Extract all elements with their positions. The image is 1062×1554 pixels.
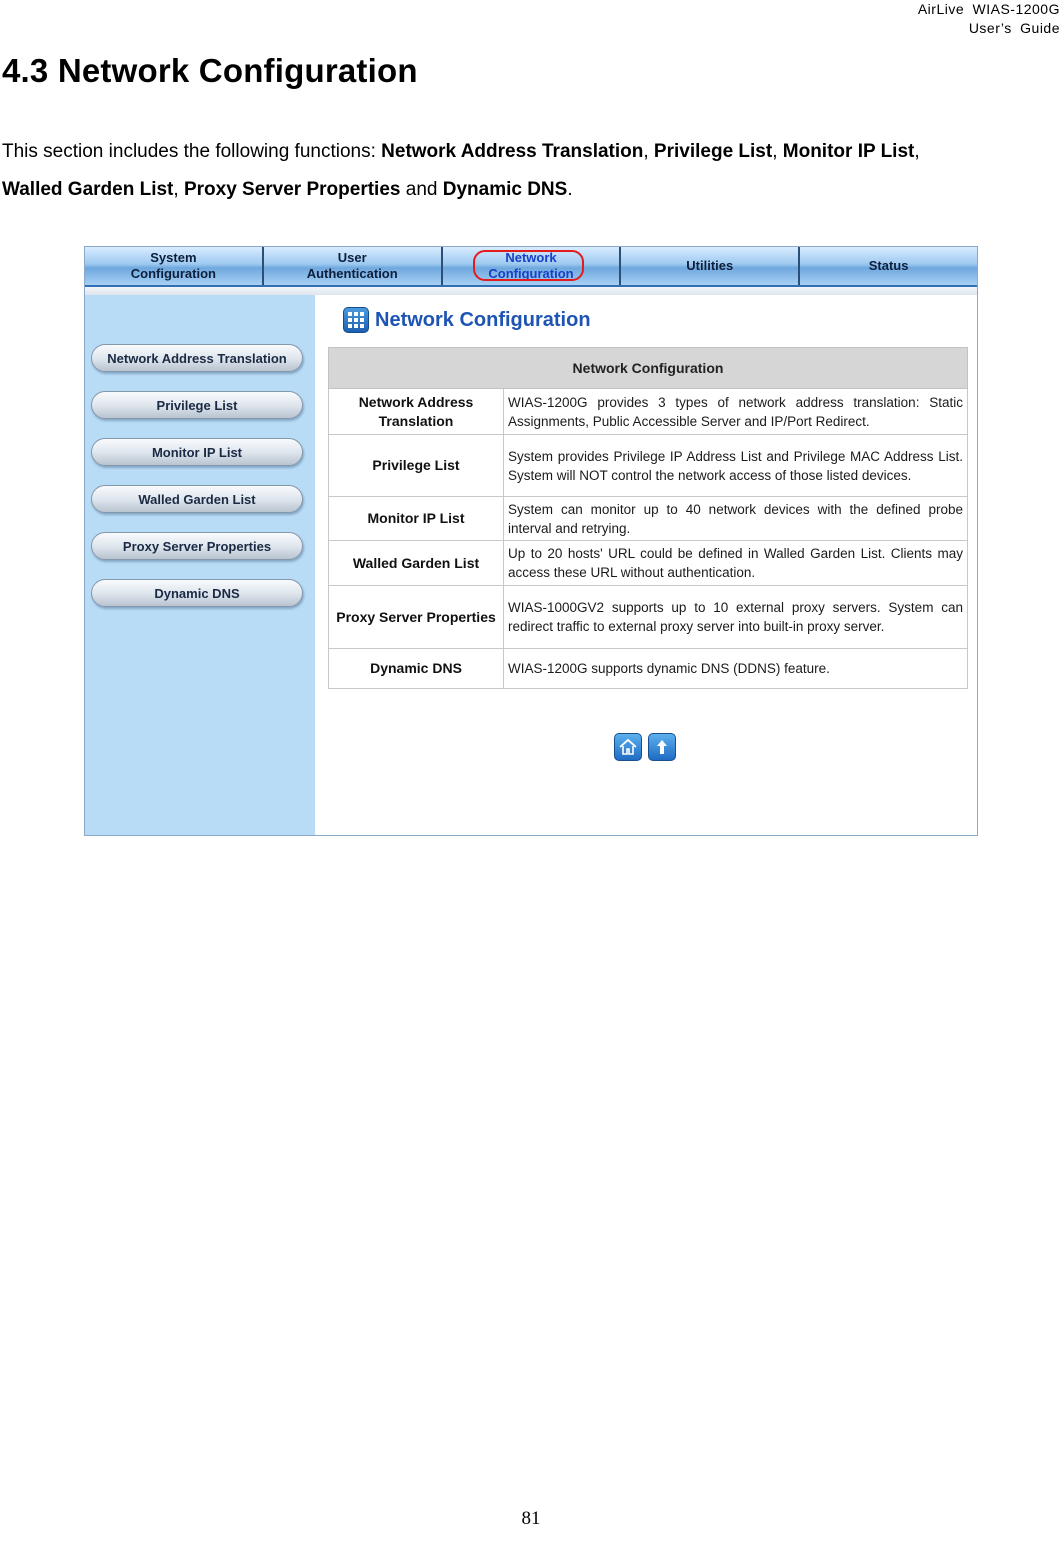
intro-sep: , — [914, 141, 920, 162]
page-buttons — [614, 733, 676, 761]
network-configuration-table — [328, 347, 968, 689]
table-row — [329, 497, 968, 541]
home-icon[interactable] — [614, 733, 642, 761]
arrow-up-icon[interactable] — [648, 733, 676, 761]
intro-function: Walled Garden List — [2, 179, 174, 200]
intro-function: Network Address Translation — [381, 141, 644, 162]
row-name: Proxy Server Properties — [329, 586, 504, 649]
tab-system-configuration[interactable]: System Configuration — [85, 247, 264, 285]
intro-function: Monitor IP List — [782, 141, 915, 162]
table-row — [329, 586, 968, 649]
intro-sep: and — [400, 179, 443, 200]
row-name: Walled Garden List — [329, 541, 504, 586]
intro-paragraph — [2, 133, 1042, 209]
tab-status[interactable]: Status — [868, 258, 909, 273]
intro-lead: This section includes the following functions: — [2, 141, 382, 162]
row-name: Privilege List — [329, 435, 504, 497]
section-title: 4.3 Network Configuration — [2, 52, 418, 89]
sidebar-item-privilege-list[interactable]: Privilege List — [91, 391, 303, 419]
row-name: Monitor IP List — [329, 497, 504, 541]
sidebar-item-dynamic-dns[interactable]: Dynamic DNS — [91, 579, 303, 607]
row-description: System can monitor up to 40 network devices with the defined probe interval and retrying. — [504, 497, 968, 541]
table-row — [329, 649, 968, 689]
table-row — [329, 389, 968, 435]
row-description: WIAS-1200G provides 3 types of network address translation: Static Assignments, Public Accessible Server and IP/Port Redirect. — [504, 389, 968, 435]
row-description: Up to 20 hosts' URL could be defined in Walled Garden List. Clients may access these URL without authentication. — [504, 541, 968, 586]
sidebar-item-proxy-server-properties[interactable]: Proxy Server Properties — [91, 532, 303, 560]
table-header: Network Configuration — [329, 348, 968, 389]
intro-function: Dynamic DNS — [442, 179, 568, 200]
tab-network-configuration[interactable]: Network Configuration — [443, 247, 622, 285]
top-navigation — [85, 247, 977, 287]
sidebar-item-walled-garden-list[interactable]: Walled Garden List — [91, 485, 303, 513]
running-header — [918, 0, 1060, 38]
intro-sep: , — [173, 179, 184, 200]
tab-user-authentication[interactable]: User Authentication — [264, 247, 443, 285]
tab-utilities[interactable]: Utilities — [621, 247, 800, 285]
sidebar-item-network-address-translation[interactable]: Network Address Translation — [91, 344, 303, 372]
intro-function: Privilege List — [653, 141, 773, 162]
grid-icon — [343, 307, 369, 333]
row-name: Network Address Translation — [329, 389, 504, 435]
intro-sep: , — [643, 141, 654, 162]
intro-sep: , — [772, 141, 783, 162]
header-product: AirLive WIAS-1200G — [917, 1, 1060, 17]
intro-end: . — [567, 179, 573, 200]
row-description: System provides Privilege IP Address List and Privilege MAC Address List. System will NOT control the network access of those listed devices. — [504, 435, 968, 497]
main-content — [315, 295, 977, 836]
row-name: Dynamic DNS — [329, 649, 504, 689]
sidebar-item-monitor-ip-list[interactable]: Monitor IP List — [91, 438, 303, 466]
content-title: Network Configuration — [375, 308, 591, 331]
table-row — [329, 435, 968, 497]
sidebar — [85, 295, 315, 836]
row-description: WIAS-1200G supports dynamic DNS (DDNS) feature. — [504, 649, 968, 689]
intro-function: Proxy Server Properties — [183, 179, 401, 200]
admin-ui-screenshot — [84, 246, 978, 836]
content-title-row — [343, 307, 591, 333]
page-number: 81 — [521, 1508, 541, 1529]
header-guide: User’s Guide — [968, 20, 1060, 36]
row-description: WIAS-1000GV2 supports up to 10 external proxy servers. System can redirect traffic to external proxy server into built-in proxy server. — [504, 586, 968, 649]
nav-divider — [85, 287, 977, 295]
table-row — [329, 541, 968, 586]
